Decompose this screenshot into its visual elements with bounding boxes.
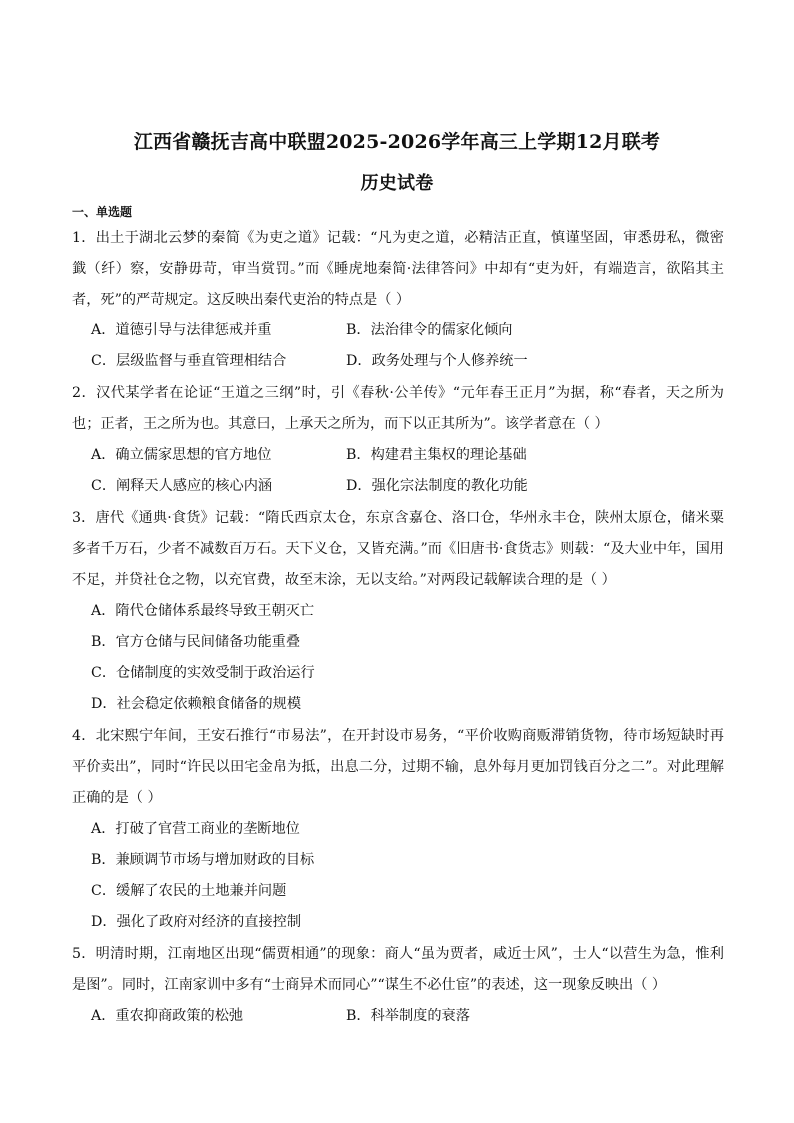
question-5-stem: 5．明清时期，江南地区出现“儒贾相通”的现象：商人“虽为贾者，咸近士风”，士人“以营生为急，惟利是图”。同时，江南家训中多有“士商异术而同心”“谋生不必仕宦”的表述，这一现象反映出（ ） [72, 946, 724, 993]
question-3-option-c[interactable]: C．仓储制度的实效受制于政治运行 [91, 665, 315, 681]
question-3-option-b[interactable]: B．官方仓储与民间储备功能重叠 [91, 634, 301, 650]
question-2-option-b[interactable]: B．构建君主集权的理论基础 [346, 447, 527, 463]
question-2-option-d[interactable]: D．强化宗法制度的教化功能 [346, 478, 528, 494]
section-heading: 一、单选题 [72, 205, 133, 219]
question-4-option-a[interactable]: A．打破了官营工商业的垄断地位 [91, 821, 300, 837]
question-4-option-c[interactable]: C．缓解了农民的土地兼并问题 [91, 883, 287, 899]
exam-title: 江西省赣抚吉高中联盟2025-2026学年高三上学期12月联考 [133, 131, 661, 153]
question-1-option-d[interactable]: D．政务处理与个人修养统一 [346, 353, 528, 369]
question-4-stem: 4．北宋熙宁年间，王安石推行“市易法”，在开封设市易务，“平价收购商贩滞销货物，待市场短缺时再平价卖出”，同时“许民以田宅金帛为抵，出息二分，过期不输，息外每月更加罚钱百分之二”。对此理解正确的是（ ） [72, 728, 724, 806]
question-2-stem: 2．汉代某学者在论证“王道之三纲”时，引《春秋·公羊传》“元年春王正月”为据，称“春者，天之所为也；正者，王之所为也。其意曰，上承天之所为，而下以正其所为”。该学者意在（ ） [72, 385, 724, 432]
question-1-option-c[interactable]: C．层级监督与垂直管理相结合 [91, 353, 287, 369]
question-1-stem: 1．出土于湖北云梦的秦简《为吏之道》记载：“凡为吏之道，必精洁正直，慎谨坚固，审悉毋私，微密韱（纤）察，安静毋苛，审当赏罚。”而《睡虎地秦简·法律答问》中却有“吏为奸，有端造言，欲陷其主者，死”的严苛规定。这反映出秦代吏治的特点是（ ） [72, 230, 724, 308]
question-2-option-a[interactable]: A．确立儒家思想的官方地位 [91, 447, 272, 463]
question-5-option-b[interactable]: B．科举制度的衰落 [346, 1008, 470, 1024]
question-4-option-d[interactable]: D．强化了政府对经济的直接控制 [91, 914, 302, 930]
question-1-option-b[interactable]: B．法治律令的儒家化倾向 [346, 322, 513, 338]
question-3-stem: 3．唐代《通典·食货》记载：“隋氏西京太仓，东京含嘉仓、洛口仓，华州永丰仓，陕州太原仓，储米粟多者千万石，少者不减数百万石。天下义仓，又皆充满。”而《旧唐书·食货志》则载：“及大业中年，国用不足，并贷社仓之物，以充官费，故至末涂，无以支给。”对两段记载解读合理的是（ ） [72, 510, 724, 588]
question-4-option-b[interactable]: B．兼顾调节市场与增加财政的目标 [91, 852, 315, 868]
question-3-option-d[interactable]: D．社会稳定依赖粮食储备的规模 [91, 696, 302, 712]
subject-title: 历史试卷 [360, 173, 434, 194]
question-1-option-a[interactable]: A．道德引导与法律惩戒并重 [91, 322, 272, 338]
question-3-option-a[interactable]: A．隋代仓储体系最终导致王朝灭亡 [91, 603, 315, 619]
question-5-option-a[interactable]: A．重农抑商政策的松弛 [91, 1008, 244, 1024]
question-2-option-c[interactable]: C．阐释天人感应的核心内涵 [91, 478, 273, 494]
